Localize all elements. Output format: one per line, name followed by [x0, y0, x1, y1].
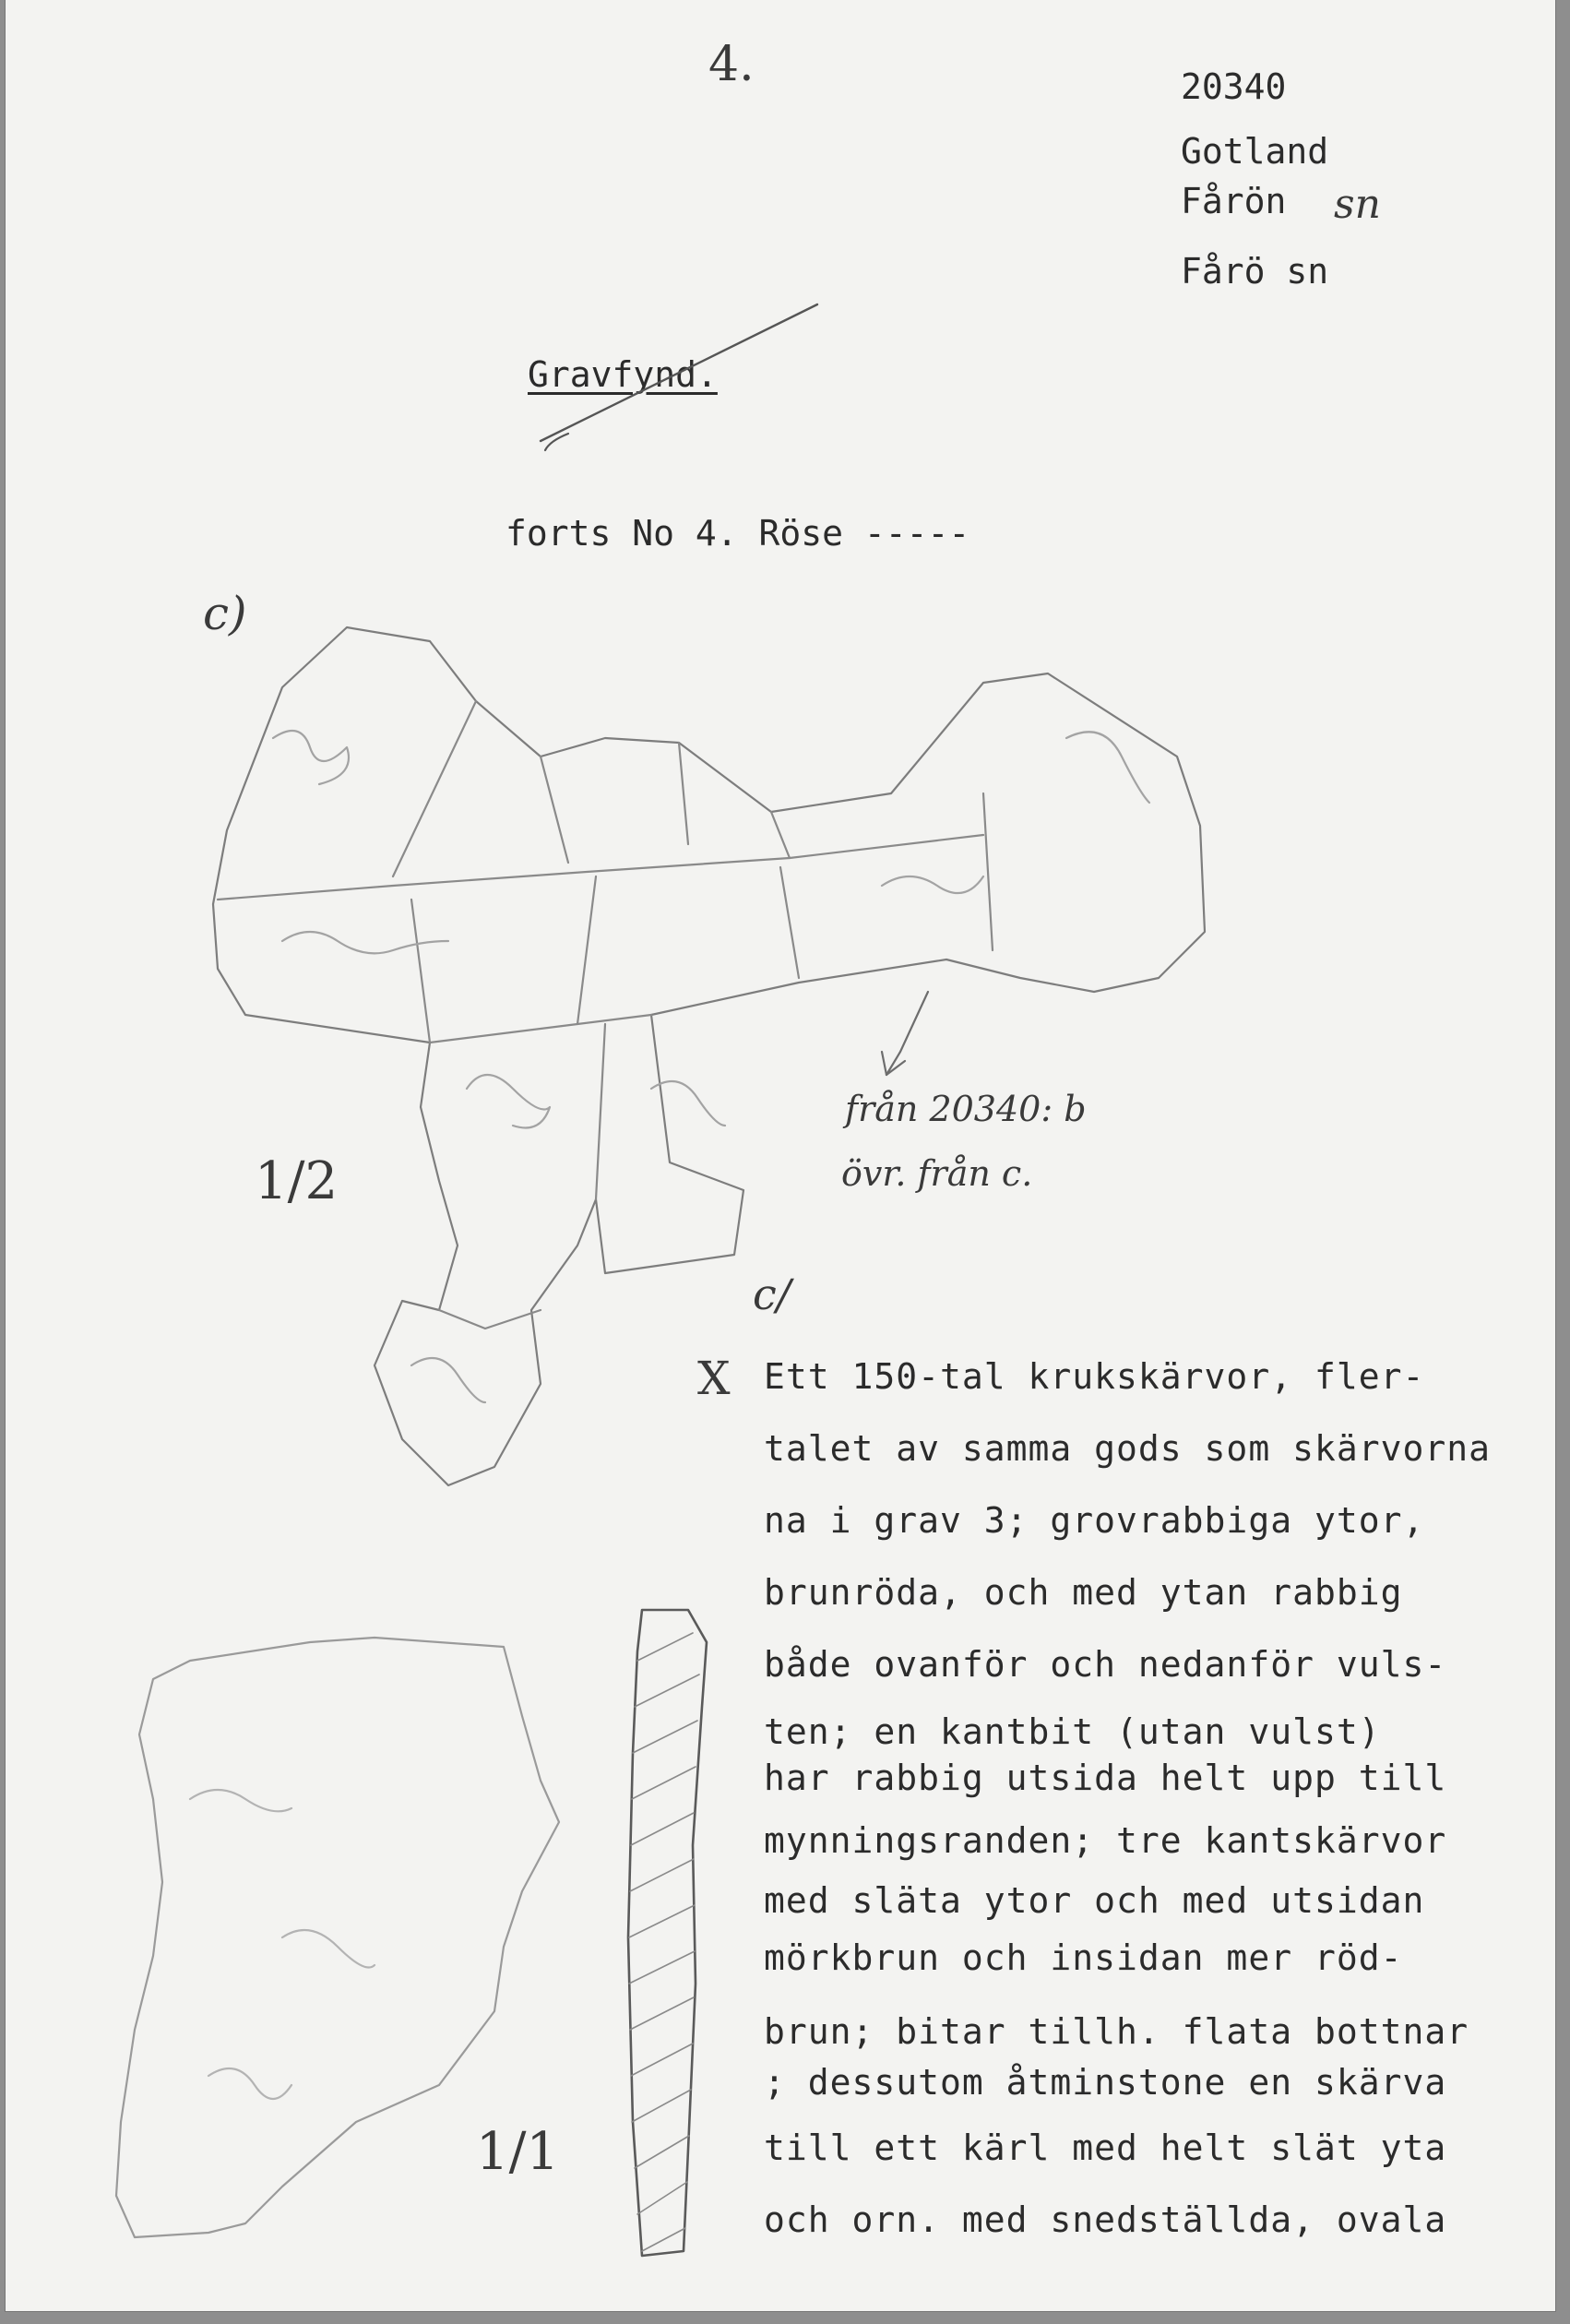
description-line: mörkbrun och insidan mer röd-: [764, 1937, 1403, 1978]
description-line: Ett 150-tal krukskärvor, fler-: [764, 1356, 1425, 1397]
catalogue-parish-old-note: sn: [1334, 181, 1381, 228]
description-line: till ett kärl med helt slät yta: [764, 2127, 1447, 2168]
subtitle: forts No 4. Röse -----: [505, 513, 970, 554]
description-marker: X: [697, 1352, 731, 1405]
description-line: brun; bitar tillh. flata bottnar: [764, 2011, 1469, 2052]
description-line: och orn. med snedställda, ovala: [764, 2199, 1447, 2240]
label-scale-one: 1/1: [476, 2122, 560, 2182]
description-line: med släta ytor och med utsidan: [764, 1880, 1425, 1921]
description-line: har rabbig utsida helt upp till: [764, 1758, 1447, 1798]
document-page: [6, 0, 1555, 2311]
label-c-top: c): [203, 587, 247, 640]
catalogue-parish-old: Fårön: [1181, 181, 1287, 221]
description-line: ten; en kantbit (utan vulst): [764, 1711, 1381, 1752]
description-line: både ovanför och nedanför vuls-: [764, 1644, 1447, 1685]
description-line: ; dessutom åtminstone en skärva: [764, 2062, 1447, 2103]
page-number-mark: 4.: [708, 37, 755, 92]
annotation-line-2: övr. från c.: [841, 1153, 1033, 1194]
annotation-line-1: från 20340: b: [845, 1089, 1087, 1129]
heading: Gravfynd.: [528, 354, 718, 395]
description-line: na i grav 3; grovrabbiga ytor,: [764, 1500, 1425, 1541]
description-line: mynningsranden; tre kantskärvor: [764, 1820, 1447, 1861]
catalogue-number: 20340: [1181, 66, 1287, 107]
catalogue-parish: Fårö sn: [1181, 251, 1329, 292]
description-line: talet av samma gods som skärvorna: [764, 1428, 1491, 1469]
label-c-mid: c/: [753, 1269, 791, 1319]
label-scale-half: 1/2: [255, 1151, 339, 1211]
description-line: brunröda, och med ytan rabbig: [764, 1572, 1403, 1613]
catalogue-landscape: Gotland: [1181, 131, 1329, 172]
